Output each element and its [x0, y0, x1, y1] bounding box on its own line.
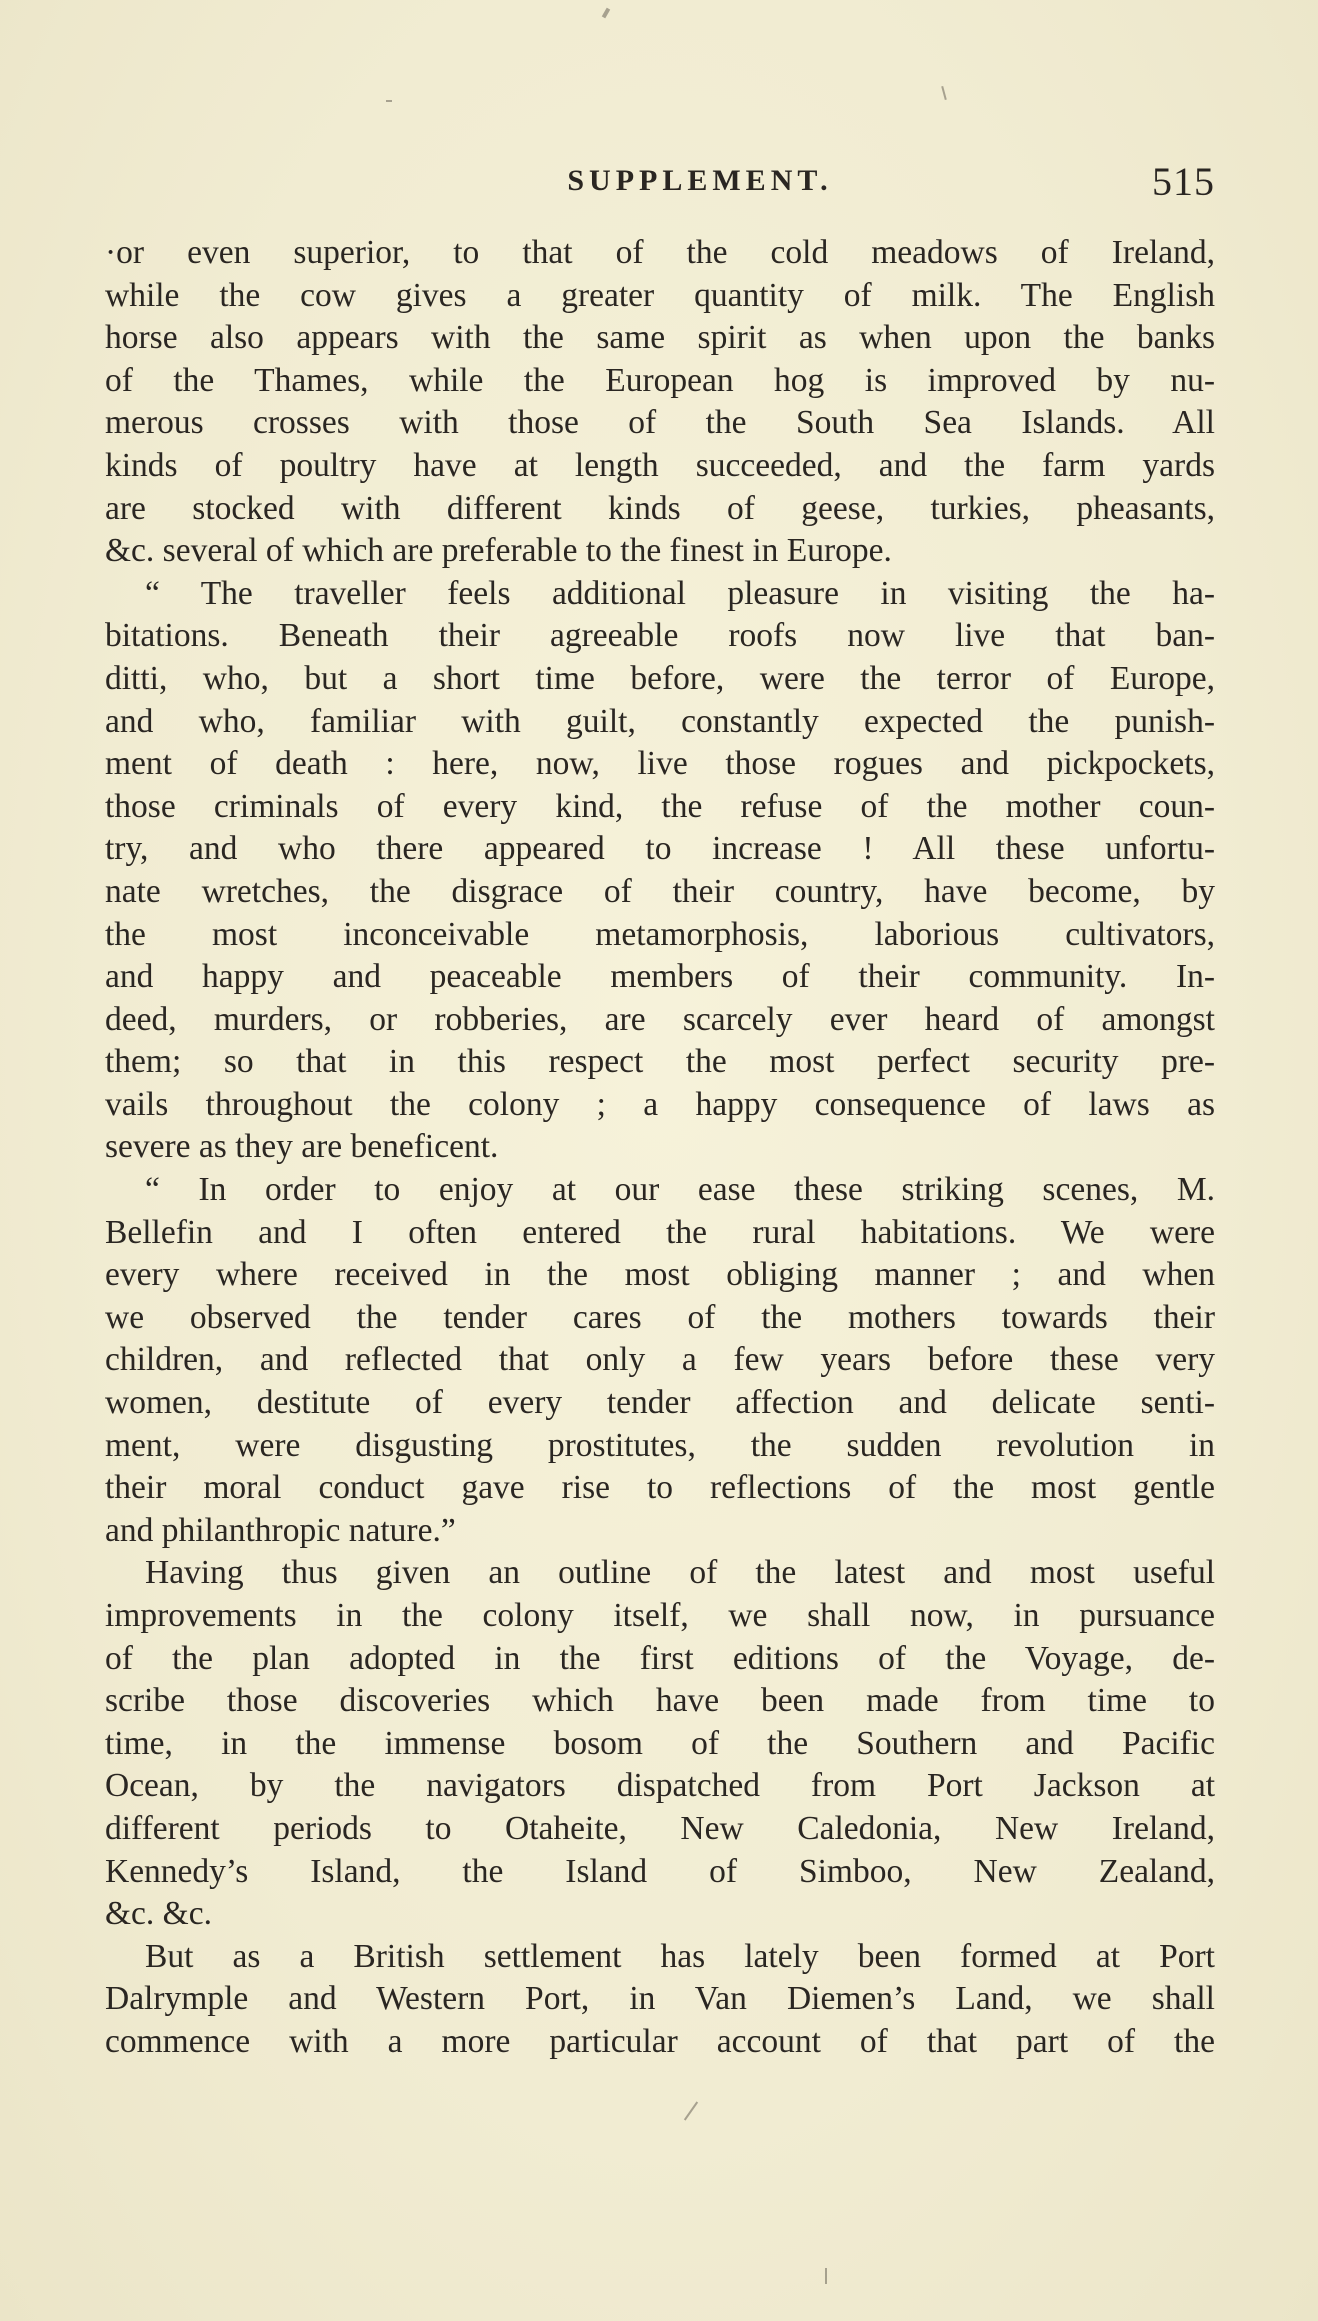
text-line: vails throughout the colony ; a happy consequence of laws as — [105, 1085, 1215, 1123]
text-line: try, and who there appeared to increase ! All these unfortu- — [105, 830, 1215, 868]
text-line: improvements in the colony itself, we shall now, in pursuance — [105, 1597, 1215, 1634]
text-line: But as a British settlement has lately been formed at Port — [145, 1937, 1215, 1975]
text-line: different periods to Otaheite, New Caledonia, New Ireland, — [105, 1809, 1215, 1847]
running-title: SUPPLEMENT. — [567, 164, 833, 197]
text-line: them; so that in this respect the most perfect security pre- — [105, 1043, 1215, 1081]
text-line: and philanthropic nature.” — [105, 1511, 456, 1549]
ink-speck — [386, 100, 392, 102]
text-line: and who, familiar with guilt, constantly expected the punish- — [105, 702, 1215, 740]
ink-speck — [684, 2101, 698, 2120]
ink-speck — [941, 86, 947, 100]
text-line: commence with a more particular account of that part of the — [105, 2022, 1215, 2060]
text-line: bitations. Beneath their agreeable roofs now live that ban- — [105, 617, 1215, 655]
text-line: scribe those discoveries which have been made from time to — [105, 1682, 1215, 1720]
text-line: Bellefin and I often entered the rural habitations. We were — [105, 1213, 1215, 1251]
text-line: we observed the tender cares of the mothers towards their — [105, 1298, 1215, 1336]
text-line: and happy and peaceable members of their community. In- — [105, 958, 1215, 996]
text-line: ditti, who, but a short time before, were the terror of Europe, — [105, 659, 1215, 697]
text-line: nate wretches, the disgrace of their country, have become, by — [105, 872, 1215, 910]
text-line: Dalrymple and Western Port, in Van Diemen’s Land, we shall — [105, 1980, 1215, 2018]
text-line: &c. &c. — [105, 1895, 212, 1933]
text-line: ment, were disgusting prostitutes, the sudden revolution in — [105, 1426, 1215, 1464]
text-line: Having thus given an outline of the latest and most useful — [145, 1554, 1215, 1592]
text-line: Ocean, by the navigators dispatched from Port Jackson at — [105, 1767, 1215, 1805]
text-line: Kennedy’s Island, the Island of Simboo, New Zealand, — [105, 1852, 1215, 1890]
text-line: “ The traveller feels additional pleasure in visiting the ha- — [145, 574, 1215, 612]
text-line: are stocked with different kinds of geese, turkies, pheasants, — [105, 489, 1215, 527]
text-line: &c. several of which are preferable to the finest in Europe. — [105, 532, 892, 570]
text-line: of the plan adopted in the first editions of the Voyage, de- — [105, 1639, 1215, 1677]
text-line: of the Thames, while the European hog is improved by nu- — [105, 361, 1215, 399]
text-line: kinds of poultry have at length succeeded, and the farm yards — [105, 446, 1215, 484]
text-line: “ In order to enjoy at our ease these striking scenes, M. — [145, 1171, 1215, 1209]
ink-speck — [825, 2268, 827, 2284]
text-line: those criminals of every kind, the refuse of the mother coun- — [105, 787, 1215, 825]
text-line: their moral conduct gave rise to reflections of the most gentle — [105, 1469, 1215, 1507]
ink-speck — [602, 8, 610, 19]
text-line: ment of death : here, now, live those rogues and pickpockets, — [105, 745, 1215, 783]
text-line: children, and reflected that only a few years before these very — [105, 1341, 1215, 1379]
text-line: merous crosses with those of the South Sea Islands. All — [105, 404, 1215, 442]
text-line: the most inconceivable metamorphosis, laborious cultivators, — [105, 915, 1215, 953]
text-line: while the cow gives a greater quantity of milk. The English — [105, 276, 1215, 314]
body-text — [105, 232, 1215, 2064]
text-line: women, destitute of every tender affection and delicate senti- — [105, 1384, 1215, 1422]
page-header — [105, 158, 1215, 208]
text-line: time, in the immense bosom of the Southern and Pacific — [105, 1724, 1215, 1762]
page-number: 515 — [1152, 159, 1215, 204]
text-line: deed, murders, or robberies, are scarcely ever heard of amongst — [105, 1000, 1215, 1038]
text-line: severe as they are beneficent. — [105, 1128, 499, 1166]
text-line: every where received in the most obliging manner ; and when — [105, 1256, 1215, 1294]
text-line: ·or even superior, to that of the cold meadows of Ireland, — [105, 234, 1215, 271]
text-line: horse also appears with the same spirit as when upon the banks — [105, 319, 1215, 357]
